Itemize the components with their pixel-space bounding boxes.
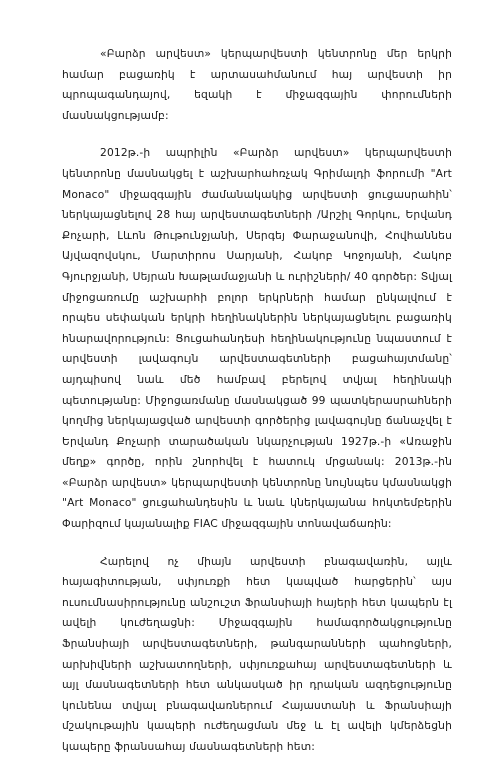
- paragraph-intro: «Բարձր արվեստ» կերպարվեստի կենտրոնը մեր երկրի համար բացառիկ է արտասահմանում հայ արվեստի իր պրոպագանդայով, եզակի է միջազգային փորումների մասնակցությամբ:: [62, 47, 452, 122]
- paragraph-art-monaco: 2012թ.-ի ապրիլին «Բարձր արվեստ» կերպարվեստի կենտրոնը մասնակցել է աշխարհահռչակ Գրիմալդի ֆորումի "Art Monaco" միջազգային ժամանակակից արվեստի ցուցասրահին՝ ներկայացնելով 28 հայ արվեստագետների /Արշիլ Գորկու, Երվանդ Քոչարի, Լևոն Թութունջյանի, Սերգեյ Փարաջանովի, Հովհաննես Այվազովսկու, Մարտիրոս Սարյանի, Հակոբ Կոջոյանի, Հակոբ Գյուրջյանի, Սեյրան Խաթլամաջյանի և ուրիշների/ 40 գործեր: Տվյալ միջոցառումը աշխարհի բոլոր երկրների համար ընկալվում է որպես սեփական երկրի հեղինակներին ներկայացնելու բացառիկ հնարավորություն: Ցուցահանդեսի հեղինակությունը նպաստում է արվեստի լավագույն արվեստագետների բացահայտմանը՝ այդպիսով նաև մեծ համբավ բերելով տվյալ հեղինակի պետությանը: Միջոցառմանը մասնակցած 99 պատկերասրահների կողմից ներկայացված արվեստի գործերից լավագույնը ճանաչվել է Երվանդ Քոչարի տարածական նկարչության 1927թ.-ի «Առաջին մեղք» գործը, որին շնորհվել է հատուկ մրցանակ: 2013թ.-ին «Բարձր արվեստ» կերպարվեստի կենտրոնը նույնպես կմասնակցի "Art Monaco" ցուցահանդեսին և նաև կներկայանա հոկտեմբերին Փարիզում կայանալիք FIAC միջազգային տոնավաճառին:: [62, 146, 452, 531]
- paragraph-france-cooperation: Հարելով ոչ միայն արվեստի բնագավառին, այլև հայագիտության, սփյուռքի հետ կապված հարցերին՝ այս ուսումնասիրությունը անշուշտ Ֆրանսիայի հայերի հետ կապերն էլ ավելի կուժեղացնի: Միջազգային համագործակցությունը Ֆրանսիայի արվեստագետների, թանգարանների պահոցների, արխիվների աշխատողների, սփյուռքահայ արվեստագետների և այլ մասնագետների հետ անկասկած իր դրական ազդեցությունը կունենա տվյալ բնագավառներում Հայաստանի և Ֆրանսիայի մշակութային կապերի ուժեղացման մեջ և էլ ավելի կմերձեցնի կապերը ֆրանսահայ մասնագետների հետ:: [62, 554, 452, 753]
